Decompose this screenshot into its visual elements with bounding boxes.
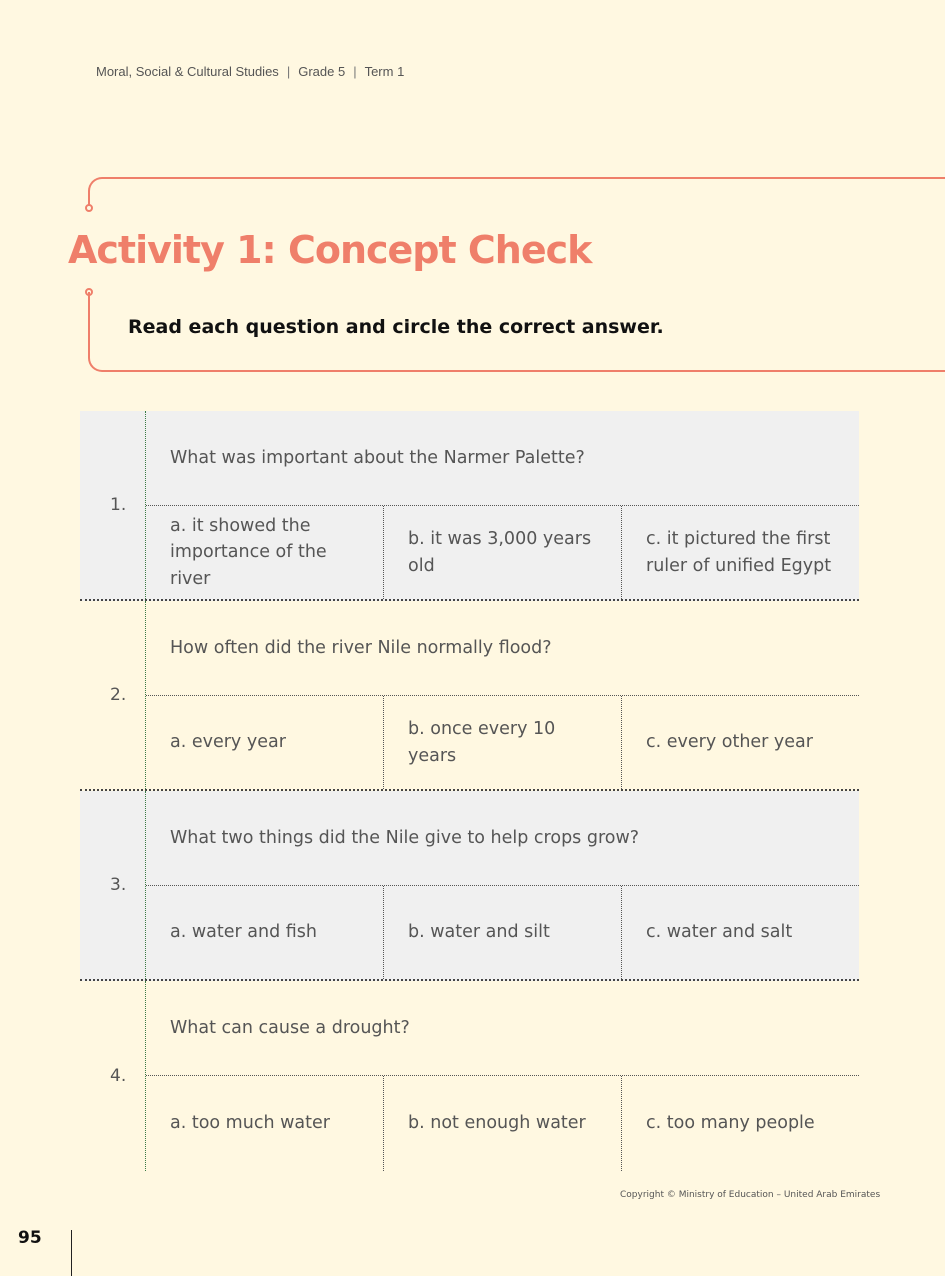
page-number: 95 xyxy=(18,1228,42,1248)
question-row xyxy=(80,791,859,981)
copyright-notice: Copyright © Ministry of Education – United Arab Emirates xyxy=(620,1190,881,1200)
question-text: What was important about the Narmer Palette? xyxy=(146,411,859,506)
answer-options xyxy=(146,1076,859,1171)
page-header xyxy=(96,64,404,79)
question-row xyxy=(80,601,859,791)
activity-instruction: Read each question and circle the correct answer. xyxy=(128,316,664,338)
activity-title: Activity 1: Concept Check xyxy=(68,228,592,272)
answer-option-a[interactable]: a. every year xyxy=(170,732,286,753)
answer-option-c[interactable]: c. water and salt xyxy=(621,886,859,979)
answer-option-a[interactable]: a. water and fish xyxy=(170,922,317,943)
question-row xyxy=(80,411,859,601)
question-text: What two things did the Nile give to help crops grow? xyxy=(146,791,859,886)
answer-option-c[interactable]: c. too many people xyxy=(621,1076,859,1171)
question-body xyxy=(146,981,859,1171)
answer-option-b[interactable]: b. it was 3,000 years old xyxy=(383,506,621,599)
frame-dot-icon xyxy=(85,204,93,212)
answer-option-c[interactable]: c. every other year xyxy=(621,696,859,789)
header-term: Term 1 xyxy=(364,64,405,79)
question-text: What can cause a drought? xyxy=(146,981,859,1076)
page-divider xyxy=(71,1230,72,1276)
question-number: 4. xyxy=(80,981,146,1171)
question-row xyxy=(80,981,859,1171)
activity-frame-top xyxy=(88,177,945,207)
header-grade: Grade 5 xyxy=(298,64,346,79)
answer-options xyxy=(146,506,859,599)
question-body xyxy=(146,791,859,979)
header-subject: Moral, Social & Cultural Studies xyxy=(96,64,279,79)
question-number: 3. xyxy=(80,791,146,979)
answer-option-b[interactable]: b. not enough water xyxy=(383,1076,621,1171)
question-body xyxy=(146,411,859,599)
header-separator: | xyxy=(286,64,291,79)
question-body xyxy=(146,601,859,789)
answer-options xyxy=(146,696,859,789)
answer-option-b[interactable]: b. water and silt xyxy=(383,886,621,979)
answer-options xyxy=(146,886,859,979)
answer-option-c[interactable]: c. it pictured the first ruler of unified Egypt xyxy=(621,506,859,599)
answer-option-a[interactable]: a. too much water xyxy=(170,1113,330,1134)
question-text: How often did the river Nile normally flood? xyxy=(146,601,859,696)
header-separator: | xyxy=(353,64,357,79)
answer-option-b[interactable]: b. once every 10 years xyxy=(383,696,621,789)
question-number: 2. xyxy=(80,601,146,789)
question-table xyxy=(80,411,859,1171)
question-number: 1. xyxy=(80,411,146,599)
answer-option-a[interactable]: a. it showed the importance of the river xyxy=(170,516,327,589)
